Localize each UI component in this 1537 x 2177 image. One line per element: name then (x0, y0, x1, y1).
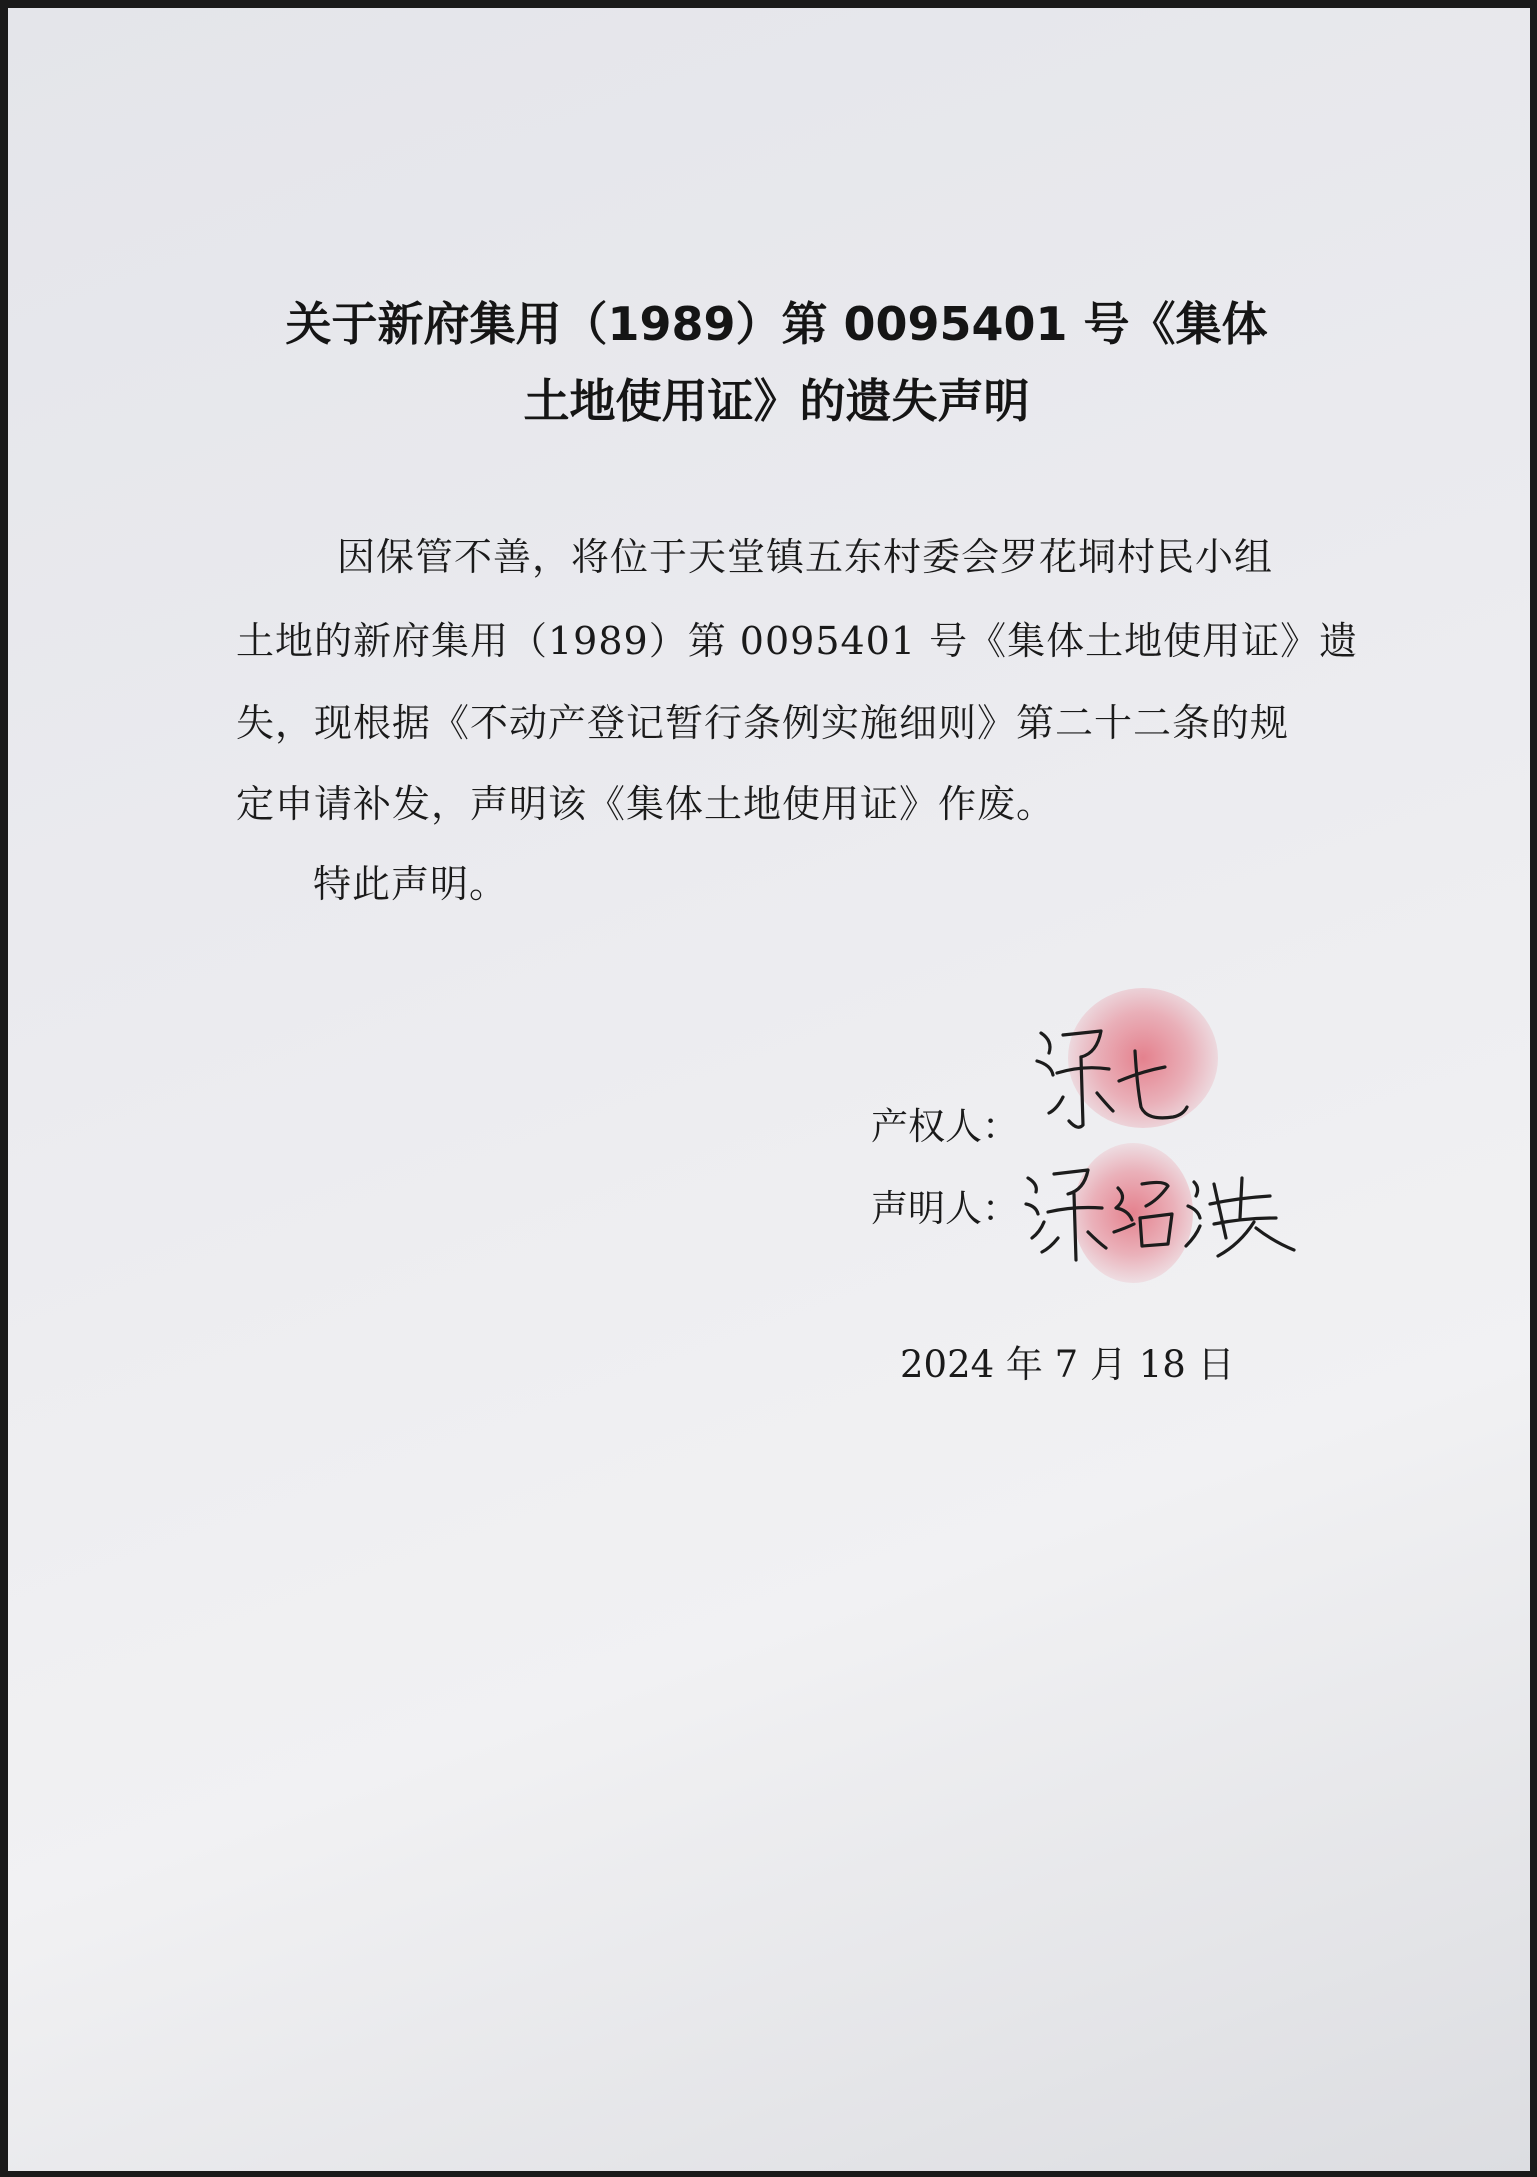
body-paragraph-line-2: 土地的新府集用（1989）第 0095401 号《集体土地使用证》遗 (236, 619, 1359, 663)
declaration-date: 2024 年 7 月 18 日 (900, 1343, 1235, 1386)
closing-statement: 特此声明。 (313, 862, 509, 906)
owner-signature (1023, 1013, 1203, 1143)
document-title-line-1: 关于新府集用（1989）第 0095401 号《集体 (285, 297, 1268, 351)
body-paragraph-line-1: 因保管不善，将位于天堂镇五东村委会罗花垌村民小组 (298, 535, 1274, 579)
body-paragraph-line-4: 定申请补发，声明该《集体土地使用证》作废。 (236, 782, 1056, 826)
document-title-line-2: 土地使用证》的遗失声明 (523, 374, 1030, 428)
declarant-signature (1018, 1148, 1308, 1278)
body-paragraph-line-3: 失，现根据《不动产登记暂行条例实施细则》第二十二条的规 (236, 701, 1290, 745)
document-page (8, 8, 1530, 2171)
declarant-label: 声明人： (871, 1187, 1019, 1230)
owner-label: 产权人： (871, 1105, 1019, 1148)
